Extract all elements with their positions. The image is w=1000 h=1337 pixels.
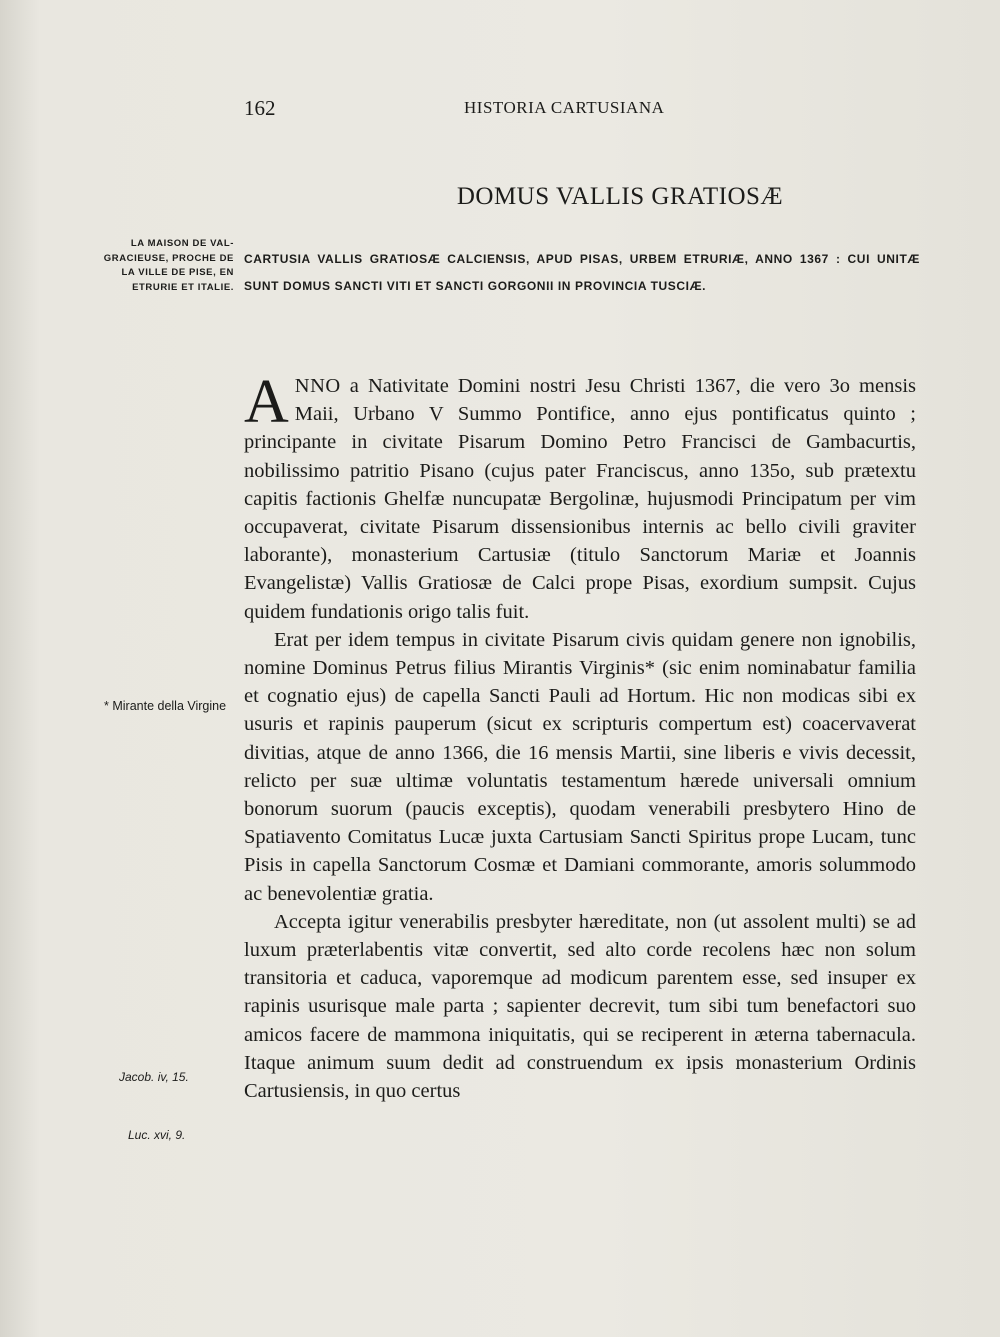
- body-text: [244, 368, 916, 1105]
- margin-note-jacob: Jacob. iv, 15.: [119, 1070, 189, 1084]
- drop-cap: A: [244, 368, 289, 436]
- paragraph-1-text: a Nativitate Domini nostri Jesu Christi 1367, die vero 3o mensis Maii, Urbano V Summo Pontifice, anno ejus pontificatus quinto ; principante in civitate Pisarum Domino Petro Francisci de Gambacurtis, nobilissimo patritio Pisano (cujus pater Franciscus, anno 135o, sub prætextu capitis factionis Ghelfæ nuncupatæ Bergolinæ, hujusmodi Principatum per vim occupaverat, civitate Pisarum dissensionibus internis ac bello civili graviter laborante), monasterium Cartusiæ (titulo Sanctorum Mariæ et Joannis Evangelistæ) Vallis Gratiosæ de Calci prope Pisas, exordium sumpsit. Cujus quidem fundationis origo talis fuit.: [244, 375, 916, 623]
- running-head: [244, 96, 916, 126]
- paragraph-2: Erat per idem tempus in civitate Pisarum civis quidam genere non ignobilis, nomine Dominus Petrus filius Mirantis Virginis* (sic enim nominabatur familia et cognatio ejus) de capella Sancti Pauli ad Hortum. Hic non modicas sibi ex usuris et rapinis pauperum (sicut ex scripturis compertum est) coacervaverat divitias, atque de anno 1366, die 16 mensis Martii, sine liberis e vivis decessit, relicto per suæ ultimæ voluntatis testamentum hærede universali omnium bonorum suorum (paucis exceptis), quodam venerabili presbytero Hino de Spatiavento Comitatus Lucæ juxta Cartusiam Sancti Spiritus prope Lucam, tunc Pisis in capella Sanctorum Cosmæ et Damiani commorante, amoris solummodo ac benevolentiæ gratia.: [244, 628, 916, 905]
- margin-note-mirante: * Mirante della Virgine: [104, 699, 227, 713]
- section-title: DOMUS VALLIS GRATIOSÆ: [456, 183, 784, 210]
- section-subtitle: CARTUSIA VALLIS GRATIOSÆ CALCIENSIS, APUD PISAS, URBEM ETRURIÆ, ANNO 1367 : CUI UNITÆ SUNT DOMUS SANCTI VITI ET SANCTI GORGONII IN PROVINCIA TUSCIÆ.: [244, 252, 920, 293]
- margin-note-luc: Luc. xvi, 9.: [128, 1128, 186, 1142]
- opening-word: NNO: [294, 375, 341, 397]
- paragraph-1: [244, 368, 916, 626]
- running-title: HISTORIA CARTUSIANA: [464, 98, 665, 117]
- paragraph-3: Accepta igitur venerabilis presbyter hæreditate, non (ut assolent multi) se ad luxum præterlabentis vitæ convertit, sed alto corde recolens hæc non solum transitoria et caduca, vaporemque ad modicum parentem esse, sed insuper ex rapinis usurisque male parta ; sapienter decrevit, tum sibi tum benefactori suo amicos facere de mammona iniquitatis, qui se reciperent in æterna tabernacula. Itaque animum suum dedit ad construendum ex ipsis monasterium Ordinis Cartusiensis, in quo certus: [244, 910, 916, 1103]
- margin-note-heading: LA MAISON DE VAL-GRACIEUSE, PROCHE DE LA VILLE DE PISE, EN ETRURIE ET ITALIE.: [103, 238, 234, 293]
- page-number: 162: [244, 96, 276, 120]
